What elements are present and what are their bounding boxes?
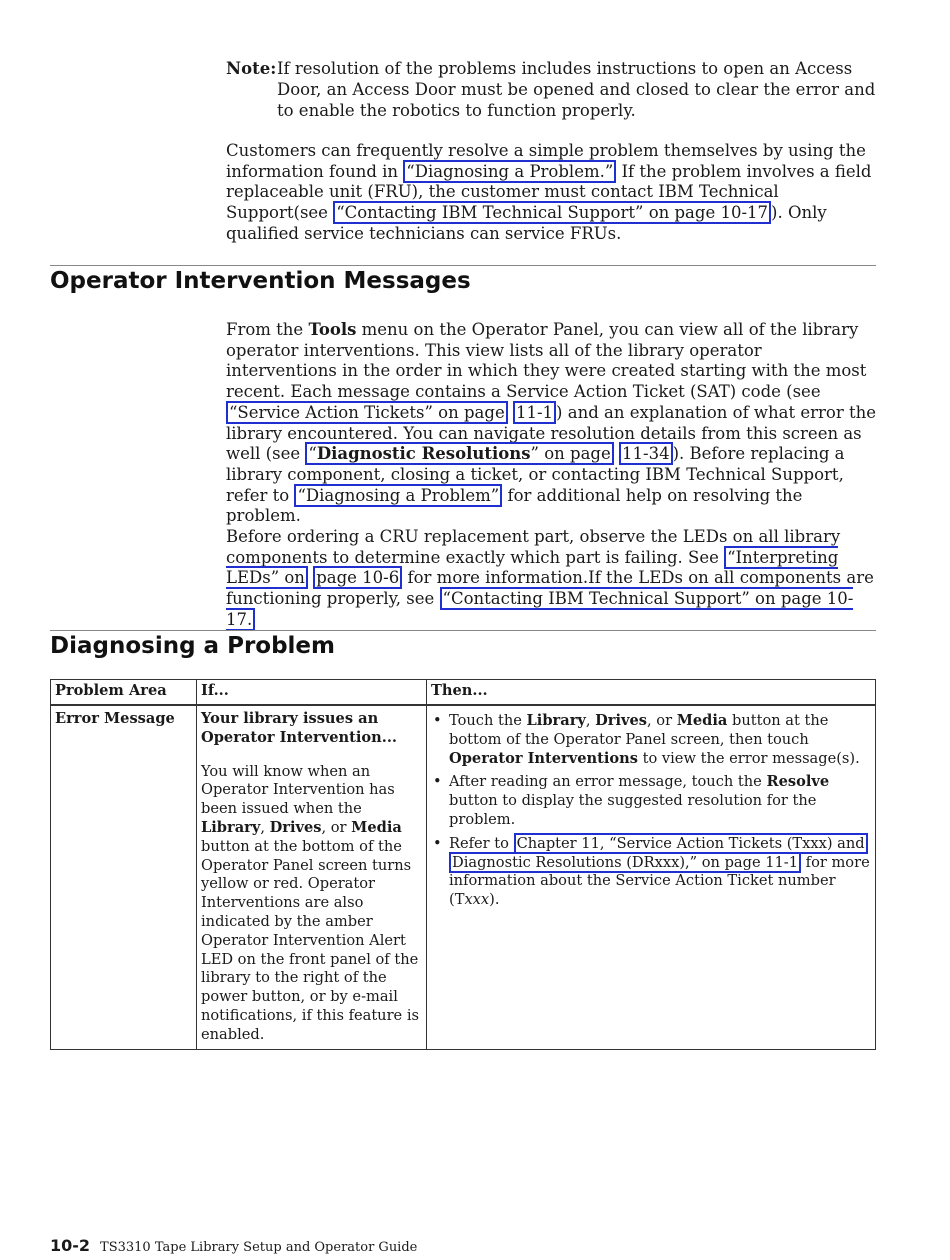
table-row — [51, 705, 876, 1049]
link-contacting-ibm-support[interactable]: “Contacting IBM Technical Support” on page 10-17 — [333, 201, 771, 224]
header-problem-area: Problem Area — [51, 680, 197, 706]
header-then: Then... — [427, 680, 876, 706]
list-item: • After reading an error message, touch the Resolve button to display the suggested resolution for the problem. — [449, 773, 871, 829]
book-title: TS3310 Tape Library Setup and Operator Guide — [100, 1240, 418, 1255]
cell-then — [427, 705, 876, 1049]
note-text: If resolution of the problems includes instructions to open an Access Door, an Access Door must be opened and closed to clear the error and to enable the robotics to function properly. — [277, 59, 876, 120]
if-description: You will know when an Operator Intervention has been issued when the Library, Drives, or Media button at the bottom of the Operator Panel screen turns yellow or red. Operator Interventions are also indicated by the amber Operator Intervention Alert LED on the front panel of the library to the right of the power button, or by e-mail notifications, if this feature is enabled. — [201, 762, 419, 1043]
link-chapter-11[interactable]: Chapter 11, “Service Action Tickets (Txxx) and — [514, 833, 868, 854]
then-list — [431, 712, 871, 910]
intro-paragraph: Customers can frequently resolve a simple problem themselves by using the information found in “Diagnosing a Problem.” If the problem involves a field replaceable unit (FRU), the customer must contact IBM Technical Support(see “Contacting IBM Technical Support” on page 10-17 ). Only qualified service technicians can service FRUs. — [226, 141, 872, 243]
link-service-action-tickets-page[interactable]: 11-1 — [513, 401, 556, 424]
link-diagnosing-a-problem-2[interactable]: “Diagnosing a Problem” — [294, 484, 502, 507]
section-divider — [50, 265, 876, 266]
diagnosis-table — [50, 679, 876, 1050]
link-interpreting-leds[interactable]: “Interpreting LEDs” on — [226, 547, 839, 588]
link-diagnosing-a-problem[interactable]: “Diagnosing a Problem.” — [403, 160, 616, 183]
link-service-action-tickets[interactable]: “Service Action Tickets” on page — [226, 401, 508, 424]
link-interpreting-leds-page[interactable]: page 10-6 — [313, 566, 402, 589]
section-title-diagnosing-a-problem: Diagnosing a Problem — [50, 633, 335, 659]
note-label: Note: — [226, 59, 277, 78]
cell-if — [197, 705, 427, 1049]
operator-intervention-paragraph-2: Before ordering a CRU replacement part, observe the LEDs on all library components to determine exactly which part is failing. See “Interpreting LEDs” on page 10-6 for more information.If the LEDs on all components are functioning properly, see “Contacting IBM Technical Support” on page 10-17. — [226, 527, 874, 629]
section-divider — [50, 630, 876, 631]
list-item: • Refer to Chapter 11, “Service Action Tickets (Txxx) and Diagnostic Resolutions (DRxxx),” on page 11-1 for more information about the Service Action Ticket number (Txxx). — [449, 835, 871, 910]
link-diagnostic-resolutions[interactable]: “Diagnostic Resolutions” on page — [305, 442, 613, 465]
cell-problem-area: Error Message — [51, 705, 197, 1049]
link-diagnostic-resolutions-page[interactable]: 11-34 — [619, 442, 673, 465]
link-contacting-ibm-support-2[interactable]: “Contacting IBM Technical Support” on page 10-17. — [226, 589, 854, 629]
operator-intervention-paragraph-1: From the Tools menu on the Operator Panel, you can view all of the library operator interventions. This view lists all of the library operator interventions in the order in which they were created starting with the most recent. Each message contains a Service Action Ticket (SAT) code (see “Service Action Tickets” on page 11-1 ) and an explanation of what error the library encountered. You can navigate resolution details from this screen as well (see “Diagnostic Resolutions” on page 11-34 ). Before replacing a library component, closing a ticket, or contacting IBM Technical Support, refer to “Diagnosing a Problem” for additional help on resolving the problem. — [226, 320, 877, 526]
link-chapter-11-page[interactable]: Diagnostic Resolutions (DRxxx),” on page 11-1 — [449, 852, 801, 873]
if-heading: Your library issues an Operator Intervention... — [201, 710, 397, 746]
section-title-operator-intervention: Operator Intervention Messages — [50, 268, 471, 294]
table-header-row — [51, 680, 876, 706]
header-if: If... — [197, 680, 427, 706]
page-number: 10-2 — [50, 1236, 91, 1255]
note-block — [226, 58, 876, 121]
list-item: • Touch the Library, Drives, or Media button at the bottom of the Operator Panel screen, then touch Operator Interventions to view the error message(s). — [449, 712, 871, 768]
page-footer — [50, 1236, 417, 1255]
